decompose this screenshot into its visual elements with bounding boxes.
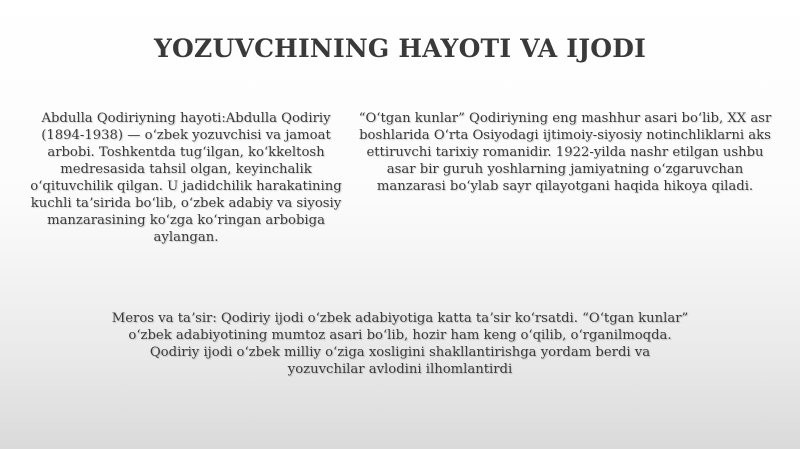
biography-paragraph: Abdulla Qodiriyning hayoti:Abdulla Qodiriy (1894-1938) — oʻzbek yozuvchisi va jamoat arbobi. Toshkentda tugʻilgan, koʻkkeltosh medresasida tahsil olgan, keyinchalik oʻqituvchilik qilgan. U jadidchilik harakatining kuchli taʼsirida boʻlib, oʻzbek adabiy va siyosiy manzarasining koʻzga koʻringan arbobiga aylangan. xyxy=(30,111,342,245)
novel-paragraph: “Oʻtgan kunlar” Qodiriyning eng mashhur asari boʻlib, XX asr boshlarida Oʻrta Osiyodagi ijtimoiy-siyosiy notinchliklarni aks ettiruvchi tarixiy romanidir. 1922-yilda nashr etilgan ushbu asar bir guruh yoshlarning jamiyatning oʻzgaruvchan manzarasi boʻylab sayr qilayotgani haqida hikoya qiladi. xyxy=(358,111,772,194)
legacy-paragraph: Meros va taʼsir: Qodiriy ijodi oʻzbek adabiyotiga katta taʼsir koʻrsatdi. “Oʻtgan kunlar” oʻzbek adabiyotining mumtoz asari boʻlib, hozir ham keng oʻqilib, oʻrganilmoqda. Qodiriy ijodi oʻzbek milliy oʻziga xosligini shakllantirishga yordam berdi va yozuvchilar avlodini ilhomlantirdi xyxy=(111,311,689,377)
slide-title: YOZUVCHINING HAYOTI VA IJODI xyxy=(154,34,646,63)
